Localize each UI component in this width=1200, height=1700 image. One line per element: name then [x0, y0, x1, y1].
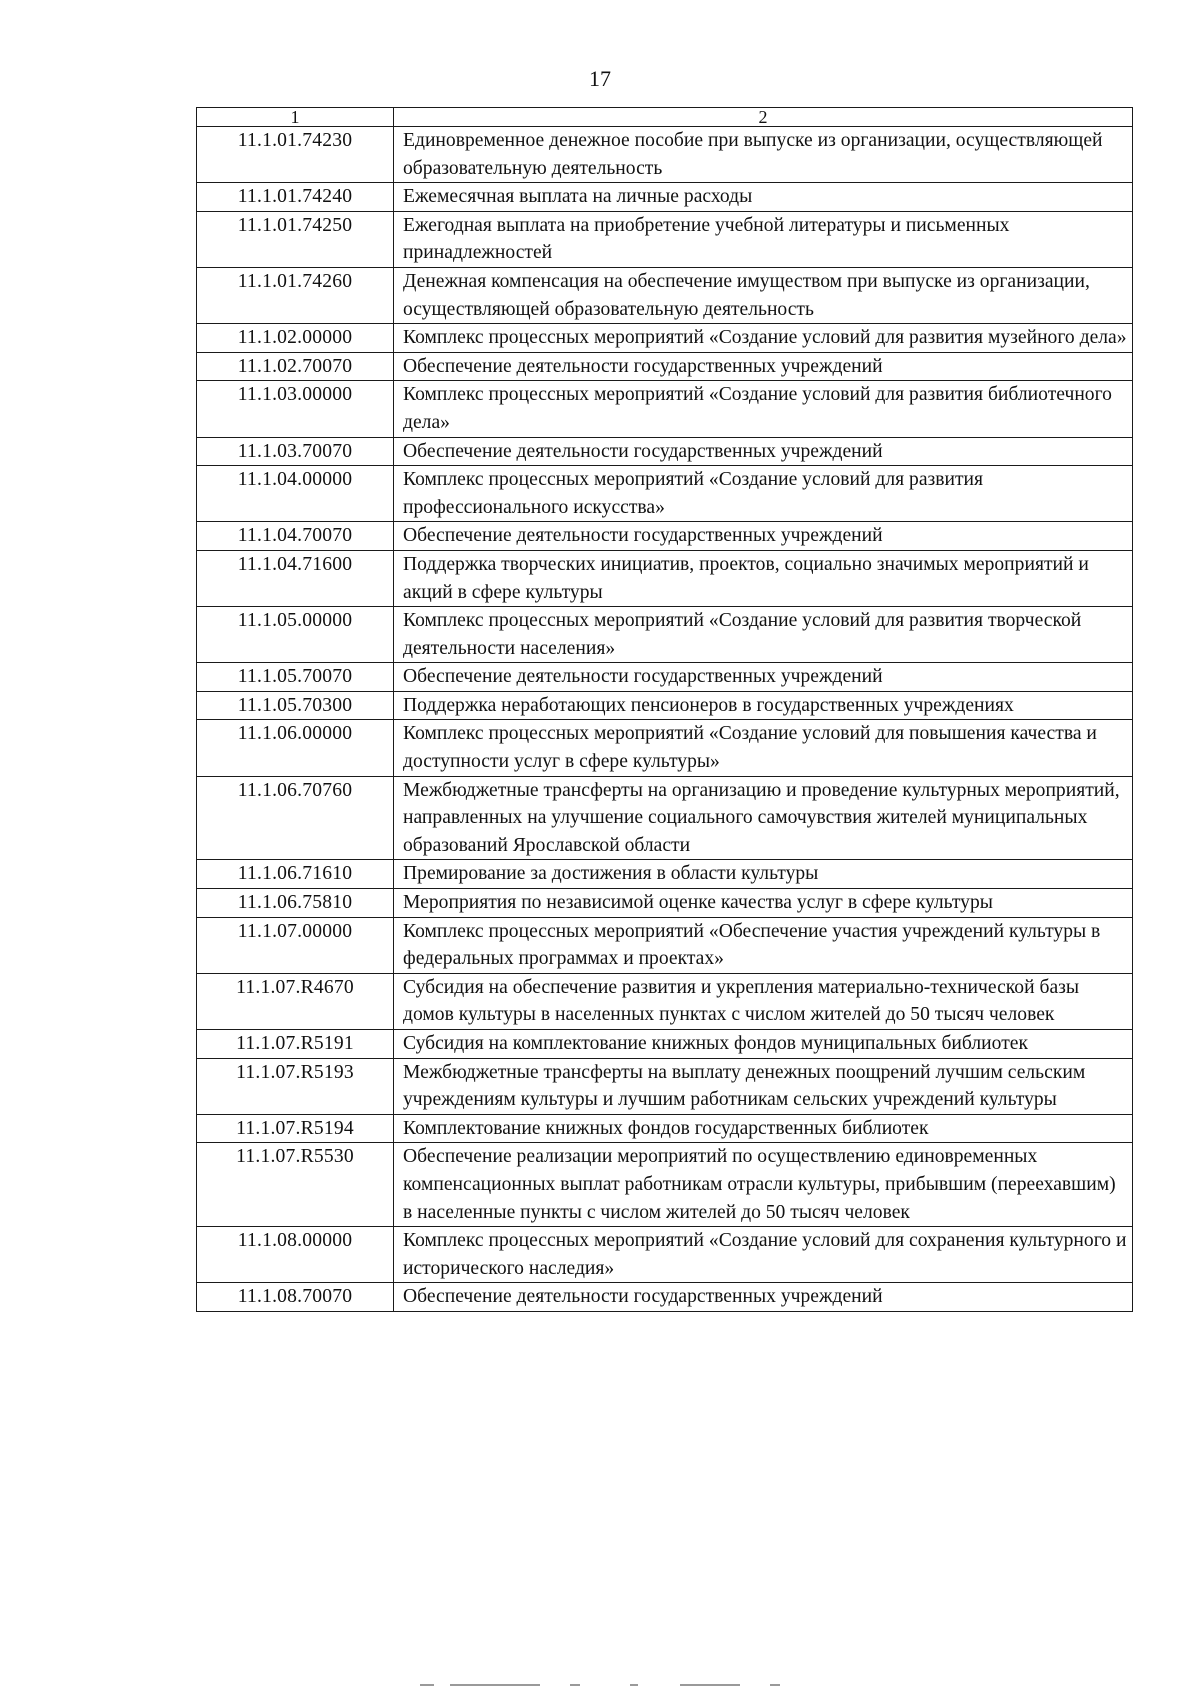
table-row — [197, 1143, 1133, 1227]
table-row — [197, 1030, 1133, 1059]
row-code: 11.1.01.74230 — [197, 127, 394, 183]
table-row — [197, 1058, 1133, 1114]
row-description: Комплекс процессных мероприятий «Создание условий для развития профессионального искусства» — [394, 466, 1133, 522]
row-description: Обеспечение деятельности государственных учреждений — [394, 1283, 1133, 1312]
table-row — [197, 860, 1133, 889]
table-row — [197, 663, 1133, 692]
column-header-description: 2 — [394, 108, 1133, 127]
row-code: 11.1.06.71610 — [197, 860, 394, 889]
row-description: Комплекс процессных мероприятий «Создание условий для развития библиотечного дела» — [394, 381, 1133, 437]
row-code: 11.1.07.R5194 — [197, 1114, 394, 1143]
table-row — [197, 973, 1133, 1029]
row-description: Комплекс процессных мероприятий «Создание условий для сохранения культурного и исторического наследия» — [394, 1227, 1133, 1283]
row-code: 11.1.04.00000 — [197, 466, 394, 522]
row-code: 11.1.05.00000 — [197, 607, 394, 663]
table-row — [197, 691, 1133, 720]
scan-artifact-marks — [420, 1684, 800, 1687]
row-code: 11.1.04.70070 — [197, 522, 394, 551]
table-row — [197, 381, 1133, 437]
table-row — [197, 522, 1133, 551]
table-row — [197, 1227, 1133, 1283]
table-row — [197, 466, 1133, 522]
table-header-row — [197, 108, 1133, 127]
row-code: 11.1.08.00000 — [197, 1227, 394, 1283]
column-header-code: 1 — [197, 108, 394, 127]
row-description: Комплекс процессных мероприятий «Создание условий для повышения качества и доступности услуг в сфере культуры» — [394, 720, 1133, 776]
row-description: Субсидия на обеспечение развития и укрепления материально-технической базы домов культуры в населенных пунктах с числом жителей до 50 тысяч человек — [394, 973, 1133, 1029]
row-code: 11.1.02.70070 — [197, 352, 394, 381]
row-code: 11.1.06.00000 — [197, 720, 394, 776]
row-description: Единовременное денежное пособие при выпуске из организации, осуществляющей образовательную деятельность — [394, 127, 1133, 183]
table-row — [197, 437, 1133, 466]
row-code: 11.1.07.R5191 — [197, 1030, 394, 1059]
table-row — [197, 324, 1133, 353]
row-description: Поддержка неработающих пенсионеров в государственных учреждениях — [394, 691, 1133, 720]
row-code: 11.1.01.74260 — [197, 267, 394, 323]
row-code: 11.1.01.74250 — [197, 211, 394, 267]
row-code: 11.1.08.70070 — [197, 1283, 394, 1312]
row-code: 11.1.07.00000 — [197, 917, 394, 973]
row-description: Обеспечение деятельности государственных учреждений — [394, 437, 1133, 466]
row-description: Обеспечение деятельности государственных учреждений — [394, 663, 1133, 692]
row-description: Комплекс процессных мероприятий «Создание условий для развития музейного дела» — [394, 324, 1133, 353]
row-description: Обеспечение деятельности государственных учреждений — [394, 352, 1133, 381]
row-description: Межбюджетные трансферты на организацию и проведение культурных мероприятий, направленных на улучшение социального самочувствия жителей муниципальных образований Ярославской области — [394, 776, 1133, 860]
row-code: 11.1.05.70300 — [197, 691, 394, 720]
row-code: 11.1.02.00000 — [197, 324, 394, 353]
row-description: Субсидия на комплектование книжных фондов муниципальных библиотек — [394, 1030, 1133, 1059]
row-description: Обеспечение деятельности государственных учреждений — [394, 522, 1133, 551]
row-description: Мероприятия по независимой оценке качества услуг в сфере культуры — [394, 889, 1133, 918]
table-row — [197, 607, 1133, 663]
row-description: Ежемесячная выплата на личные расходы — [394, 183, 1133, 212]
page-number: 17 — [589, 66, 611, 91]
row-description: Комплектование книжных фондов государственных библиотек — [394, 1114, 1133, 1143]
row-description: Обеспечение реализации мероприятий по осуществлению единовременных компенсационных выплат работникам отрасли культуры, прибывшим (переехавшим) в населенные пункты с числом жителей до 50 тысяч человек — [394, 1143, 1133, 1227]
row-code: 11.1.07.R5530 — [197, 1143, 394, 1227]
table-row — [197, 1283, 1133, 1312]
table-row — [197, 889, 1133, 918]
row-code: 11.1.07.R5193 — [197, 1058, 394, 1114]
row-code: 11.1.03.00000 — [197, 381, 394, 437]
table-row — [197, 917, 1133, 973]
table-row — [197, 1114, 1133, 1143]
table-row — [197, 267, 1133, 323]
row-code: 11.1.04.71600 — [197, 550, 394, 606]
table-row — [197, 550, 1133, 606]
table-row — [197, 211, 1133, 267]
row-description: Денежная компенсация на обеспечение имуществом при выпуске из организации, осуществляющей образовательную деятельность — [394, 267, 1133, 323]
table-row — [197, 720, 1133, 776]
row-description: Межбюджетные трансферты на выплату денежных поощрений лучшим сельским учреждениям культуры и лучшим работникам сельских учреждений культуры — [394, 1058, 1133, 1114]
row-code: 11.1.06.70760 — [197, 776, 394, 860]
row-description: Ежегодная выплата на приобретение учебной литературы и письменных принадлежностей — [394, 211, 1133, 267]
row-code: 11.1.03.70070 — [197, 437, 394, 466]
classification-table — [196, 107, 1133, 1312]
row-code: 11.1.06.75810 — [197, 889, 394, 918]
table-row — [197, 183, 1133, 212]
row-description: Премирование за достижения в области культуры — [394, 860, 1133, 889]
row-description: Поддержка творческих инициатив, проектов, социально значимых мероприятий и акций в сфере культуры — [394, 550, 1133, 606]
row-description: Комплекс процессных мероприятий «Создание условий для развития творческой деятельности населения» — [394, 607, 1133, 663]
row-code: 11.1.07.R4670 — [197, 973, 394, 1029]
table-row — [197, 352, 1133, 381]
row-description: Комплекс процессных мероприятий «Обеспечение участия учреждений культуры в федеральных программах и проектах» — [394, 917, 1133, 973]
row-code: 11.1.05.70070 — [197, 663, 394, 692]
table-row — [197, 127, 1133, 183]
row-code: 11.1.01.74240 — [197, 183, 394, 212]
table-row — [197, 776, 1133, 860]
